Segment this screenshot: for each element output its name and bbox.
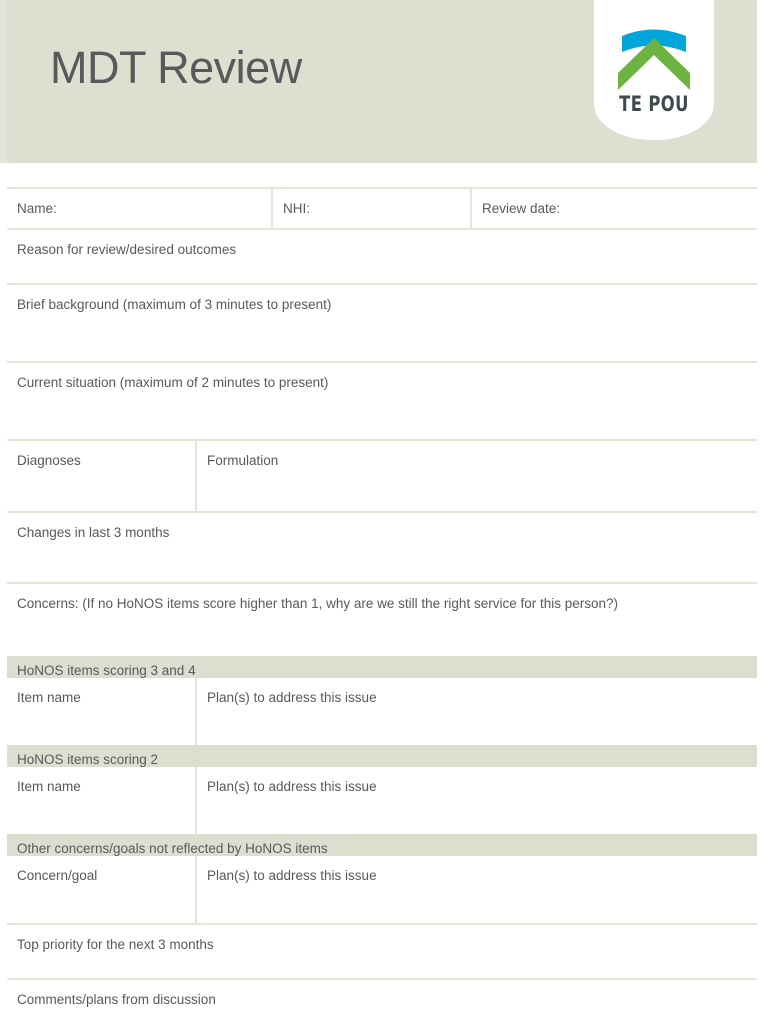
honos-3-and-4-item-name-field[interactable] <box>7 678 197 745</box>
honos-2-band-label: HoNOS items scoring 2 <box>17 752 159 767</box>
identity-row <box>7 187 757 228</box>
diagnoses-label: Diagnoses <box>17 453 81 468</box>
other-concerns-plans-label: Plan(s) to address this issue <box>207 868 377 883</box>
header-left-edge-strip <box>0 0 7 163</box>
honos-2-row <box>7 767 757 834</box>
other-concerns-goal-field[interactable] <box>7 856 197 923</box>
te-pou-logo <box>594 0 714 140</box>
other-concerns-goal-label: Concern/goal <box>17 868 98 883</box>
formulation-field[interactable] <box>197 441 757 513</box>
reason-for-review-label: Reason for review/desired outcomes <box>17 242 237 257</box>
current-situation-label: Current situation (maximum of 2 minutes to present) <box>17 375 329 390</box>
honos-3-and-4-band-label: HoNOS items scoring 3 and 4 <box>17 663 196 678</box>
comments-field[interactable] <box>7 980 757 1009</box>
name-label: Name: <box>17 201 57 216</box>
review-date-field[interactable] <box>472 189 757 230</box>
nhi-field[interactable] <box>273 189 472 230</box>
honos-2-plans-label: Plan(s) to address this issue <box>207 779 377 794</box>
other-concerns-band-label: Other concerns/goals not reflected by HoNOS items <box>17 841 328 856</box>
top-priority-field[interactable] <box>7 925 757 954</box>
mdt-review-form <box>7 187 757 1008</box>
formulation-label: Formulation <box>207 453 279 468</box>
honos-2-item-name-label: Item name <box>17 779 81 794</box>
honos-2-plans-field[interactable] <box>197 767 757 834</box>
honos-3-and-4-item-name-label: Item name <box>17 690 81 705</box>
comments-row[interactable] <box>7 978 757 1008</box>
review-date-label: Review date: <box>482 201 561 216</box>
page-title: MDT Review <box>50 42 302 93</box>
comments-label: Comments/plans from discussion <box>17 992 216 1007</box>
other-concerns-row <box>7 856 757 923</box>
diagnoses-formulation-row <box>7 439 757 511</box>
current-situation-row[interactable] <box>7 361 757 439</box>
concerns-label: Concerns: (If no HoNOS items score higher than 1, why are we still the right service for this person?) <box>17 596 619 611</box>
reason-for-review-field[interactable] <box>7 230 757 259</box>
other-concerns-band <box>7 834 757 856</box>
brief-background-label: Brief background (maximum of 3 minutes to present) <box>17 297 332 312</box>
changes-last-3-months-field[interactable] <box>7 513 757 542</box>
concerns-field[interactable] <box>7 584 757 613</box>
honos-3-and-4-plans-field[interactable] <box>197 678 757 745</box>
current-situation-field[interactable] <box>7 363 757 392</box>
te-pou-wordmark: TE POU <box>619 92 689 116</box>
te-pou-chevron-icon <box>614 25 694 90</box>
reason-for-review-row[interactable] <box>7 228 757 283</box>
nhi-label: NHI: <box>283 201 310 216</box>
top-priority-row[interactable] <box>7 923 757 978</box>
diagnoses-field[interactable] <box>7 441 197 513</box>
honos-3-and-4-row <box>7 678 757 745</box>
changes-last-3-months-row[interactable] <box>7 511 757 582</box>
brief-background-row[interactable] <box>7 283 757 361</box>
concerns-row[interactable] <box>7 582 757 656</box>
brief-background-field[interactable] <box>7 285 757 314</box>
changes-last-3-months-label: Changes in last 3 months <box>17 525 170 540</box>
honos-2-band <box>7 745 757 767</box>
honos-2-item-name-field[interactable] <box>7 767 197 834</box>
honos-3-and-4-plans-label: Plan(s) to address this issue <box>207 690 377 705</box>
other-concerns-plans-field[interactable] <box>197 856 757 923</box>
name-field[interactable] <box>7 189 273 230</box>
top-priority-label: Top priority for the next 3 months <box>17 937 214 952</box>
honos-3-and-4-band <box>7 656 757 678</box>
